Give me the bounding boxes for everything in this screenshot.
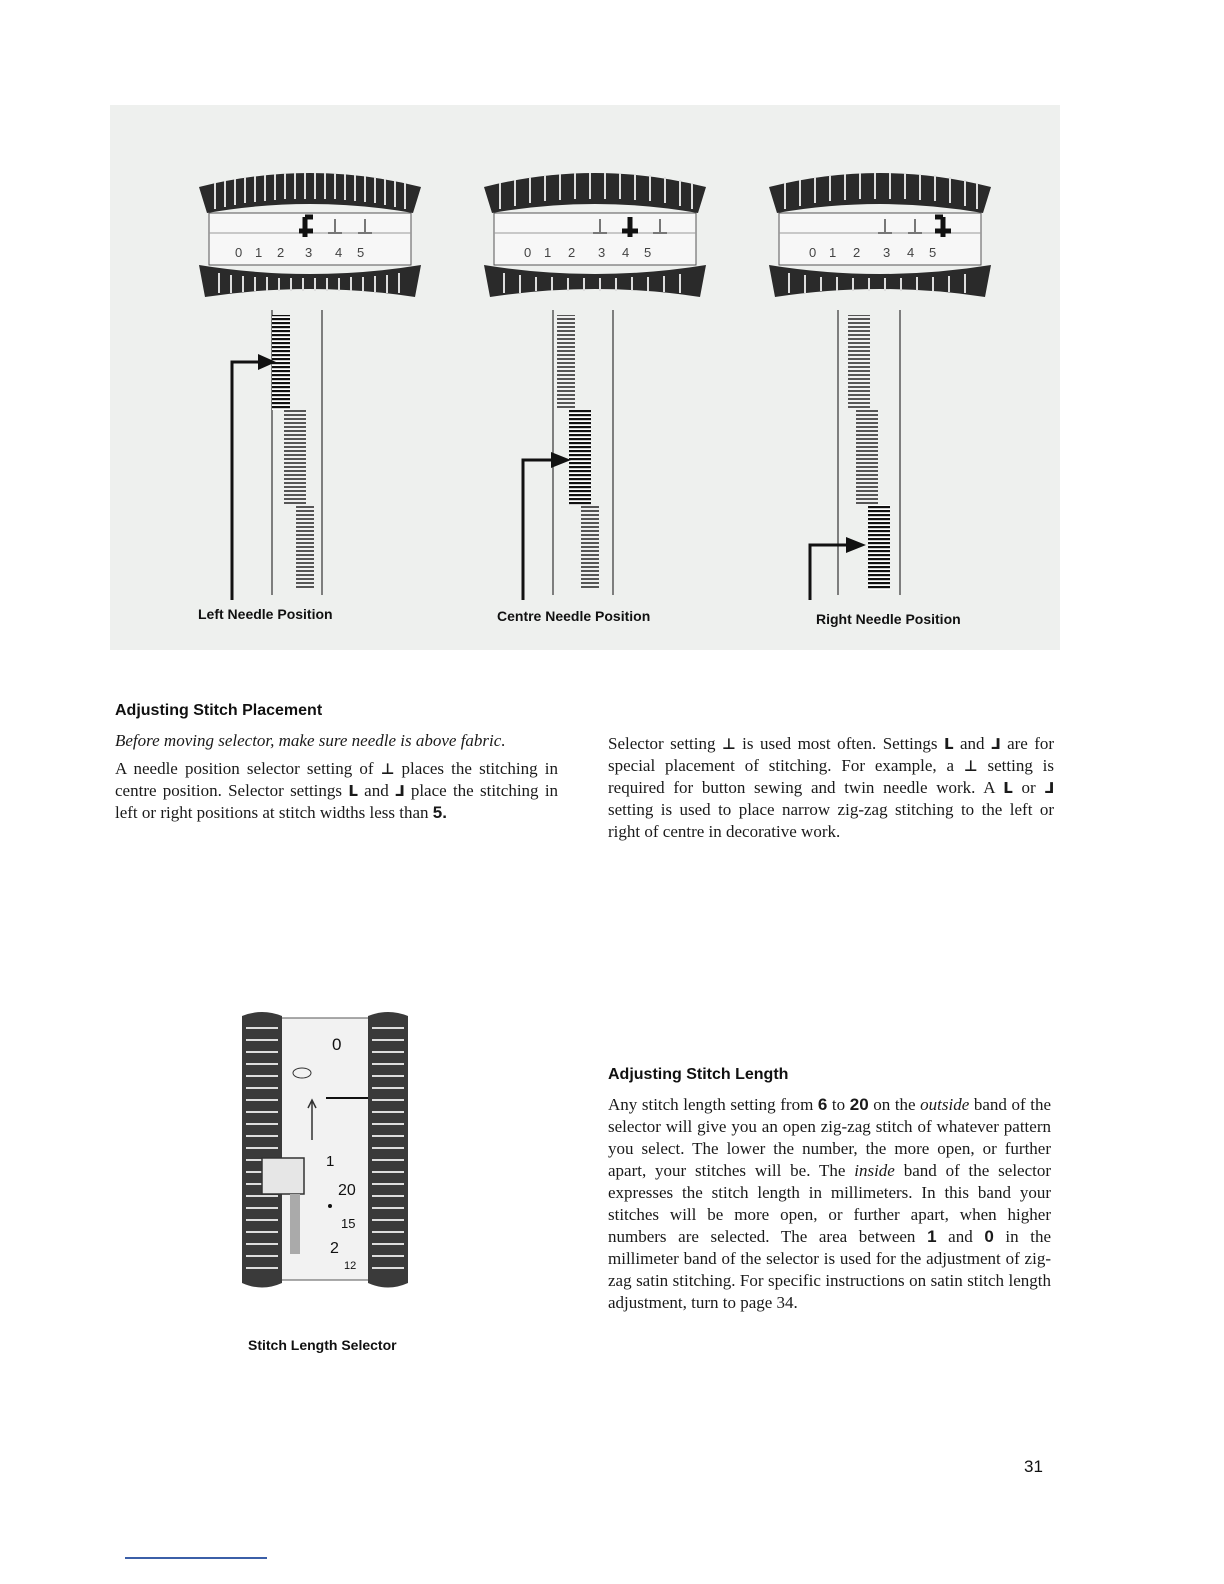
- dial-scale-3: 3: [305, 245, 313, 260]
- placement-intro: Before moving selector, make sure needle is above fabric.: [115, 731, 506, 750]
- needle-dial-right: [765, 165, 995, 300]
- length-paragraph: Any stitch length setting from 6 to 20 on the outside band of the selector will give you an open zig-zag stitch of whatever pattern you select. The lower the number, the more open, or further apart, your stitches will be. The inside band of the selector expresses the stitch length in millimeters. In this band your stitches will be more open, or further apart, when higher numbers are selected. The area between 1 and 0 in the millimeter band of the selector is used for the adjustment of zig-zag satin stitching. For specific instructions on satin stitch length adjustment, turn to page 34.: [608, 1095, 1052, 1312]
- selector-label-0: 0: [332, 1035, 342, 1054]
- length-column: [608, 1094, 1051, 1314]
- caption-stitch-length-selector: Stitch Length Selector: [248, 1337, 397, 1353]
- stitch-length-selector-figure: [240, 1008, 415, 1293]
- length-heading: Adjusting Stitch Length: [608, 1066, 789, 1083]
- page-number: 31: [1024, 1457, 1043, 1476]
- svg-text:3: 3: [598, 245, 606, 260]
- placement-paragraph-1: A needle position selector setting of ⊥ places the stitching in centre position. Selector settings L and ⅃ place the stitching in left or right positions at stitch widths less than 5.: [115, 759, 559, 822]
- placement-left-column: [115, 730, 558, 824]
- needle-dial-centre: [480, 165, 710, 300]
- selector-label-1: 1: [326, 1153, 335, 1170]
- needle-dial-left: [195, 165, 425, 300]
- svg-text:2: 2: [568, 245, 576, 260]
- caption-right-needle: Right Needle Position: [816, 611, 961, 627]
- selector-label-12: 12: [344, 1260, 357, 1272]
- dial-scale-5: 5: [357, 245, 365, 260]
- svg-text:0: 0: [809, 245, 817, 260]
- svg-text:5: 5: [644, 245, 652, 260]
- caption-left-needle: Left Needle Position: [198, 606, 333, 622]
- placement-paragraph-2: Selector setting ⊥ is used most often. Settings L and ⅃ are for special placement of stitching. For example, a ⊥ setting is required for button sewing and twin needle work. A L or ⅃ setting is used to place narrow zig-zag stitching to the left or right of centre in decorative work.: [608, 734, 1055, 841]
- selector-label-15: 15: [341, 1216, 356, 1231]
- placement-heading: Adjusting Stitch Placement: [115, 702, 323, 719]
- stitch-diagram-centre: [505, 310, 625, 605]
- dial-scale-0: 0: [235, 245, 243, 260]
- dial-scale-4: 4: [335, 245, 343, 260]
- selector-label-2: 2: [330, 1240, 339, 1257]
- dial-scale-1: 1: [255, 245, 263, 260]
- svg-text:2: 2: [853, 245, 861, 260]
- caption-centre-needle: Centre Needle Position: [497, 608, 651, 624]
- footer-rule: [125, 1557, 267, 1559]
- svg-text:4: 4: [907, 245, 915, 260]
- svg-text:4: 4: [622, 245, 630, 260]
- stitch-diagram-left: [220, 310, 340, 605]
- svg-text:0: 0: [524, 245, 532, 260]
- svg-text:1: 1: [829, 245, 837, 260]
- needle-position-illustration: [110, 105, 1060, 650]
- selector-label-20: 20: [338, 1182, 356, 1199]
- dial-scale-2: 2: [277, 245, 285, 260]
- placement-right-column: [608, 733, 1054, 843]
- svg-text:3: 3: [883, 245, 891, 260]
- svg-text:5: 5: [929, 245, 937, 260]
- stitch-diagram-right: [800, 310, 920, 605]
- svg-text:1: 1: [544, 245, 552, 260]
